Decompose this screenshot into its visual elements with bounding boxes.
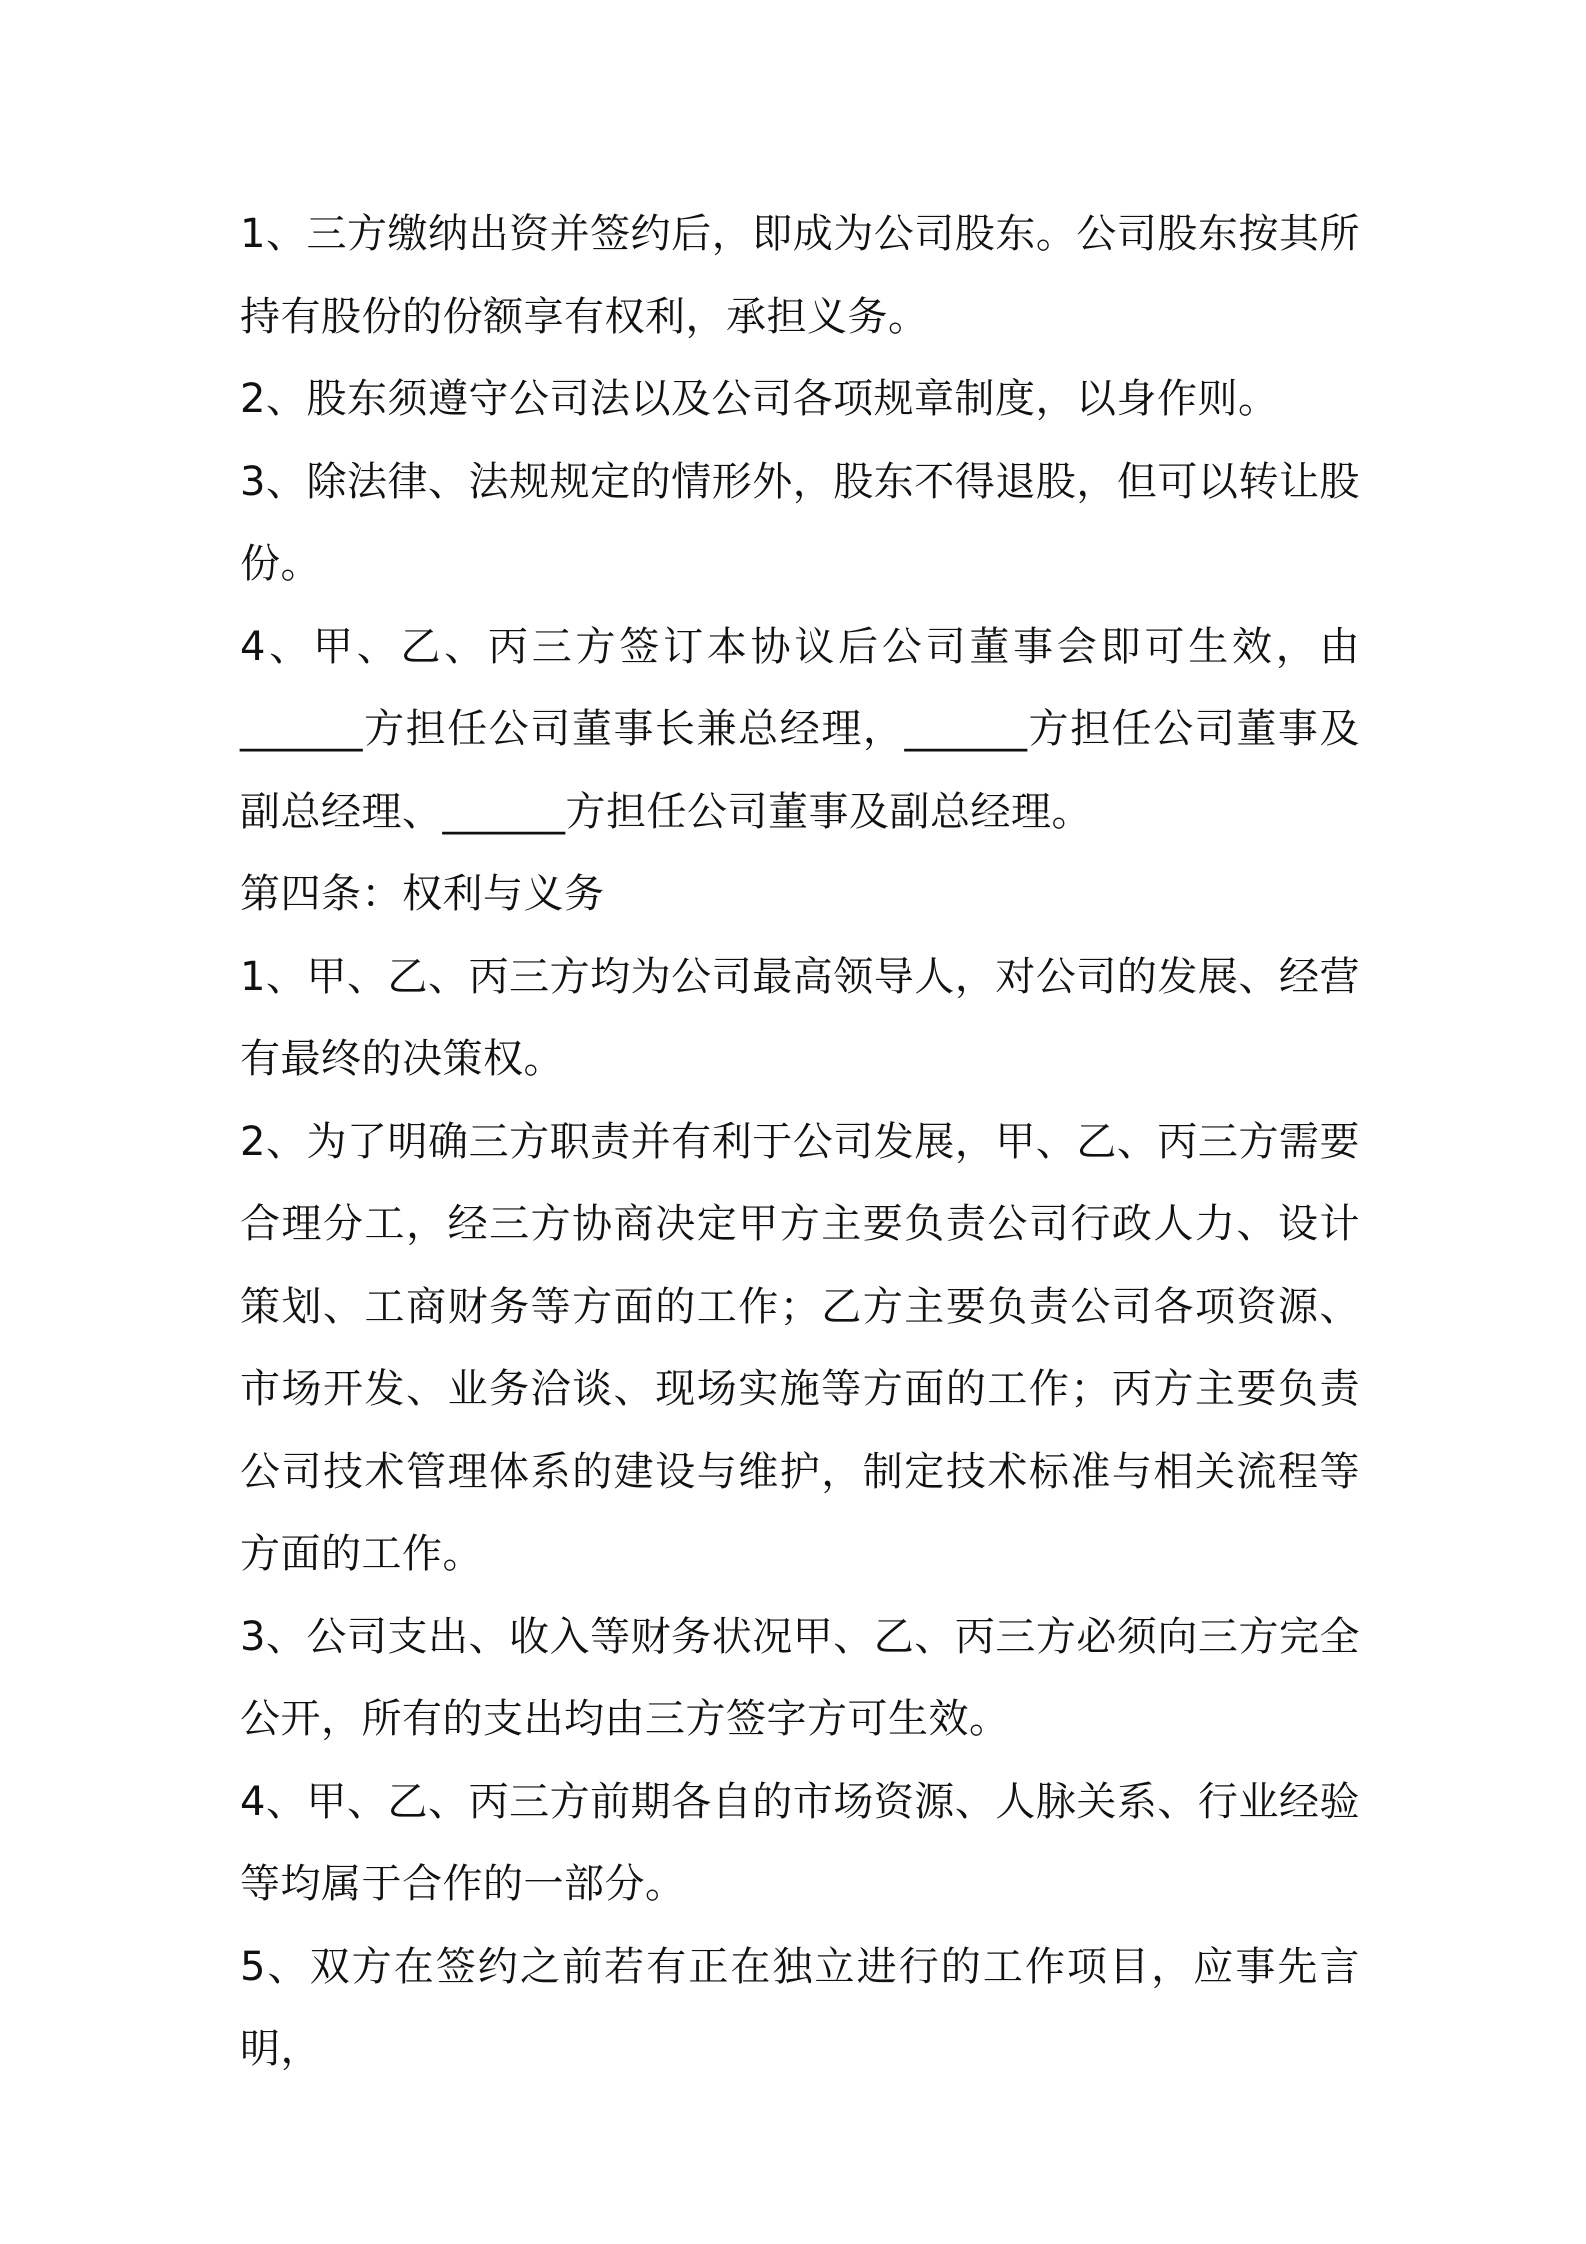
paragraph-board-appointment: 4、甲、乙、丙三方签订本协议后公司董事会即可生效，由______方担任公司董事长兼总经理，______方担任公司董事及副总经理、______方担任公司董事及副总经理。 bbox=[240, 623, 1360, 835]
paragraph-decision-authority: 1、甲、乙、丙三方均为公司最高领导人，对公司的发展、经营有最终的决策权。 bbox=[240, 953, 1360, 1082]
paragraph-division-of-duties: 2、为了明确三方职责并有利于公司发展，甲、乙、丙三方需要合理分工，经三方协商决定甲方主要负责公司行政人力、设计策划、工商财务等方面的工作；乙方主要负责公司各项资源、市场开发、业务洽谈、现场实施等方面的工作；丙方主要负责公司技术管理体系的建设与维护，制定技术标准与相关流程等方面的工作。 bbox=[240, 1118, 1360, 1577]
paragraph-prior-projects: 5、双方在签约之前若有正在独立进行的工作项目，应事先言明， bbox=[240, 1943, 1360, 2072]
paragraph-financial-transparency: 3、公司支出、收入等财务状况甲、乙、丙三方必须向三方完全公开，所有的支出均由三方签字方可生效。 bbox=[240, 1613, 1360, 1742]
paragraph-shareholder-compliance: 2、股东须遵守公司法以及公司各项规章制度，以身作则。 bbox=[240, 376, 1279, 422]
paragraph-resources-contribution: 4、甲、乙、丙三方前期各自的市场资源、人脉关系、行业经验等均属于合作的一部分。 bbox=[240, 1778, 1360, 1907]
paragraph-share-transfer: 3、除法律、法规规定的情形外，股东不得退股，但可以转让股份。 bbox=[240, 458, 1360, 587]
document-body bbox=[240, 193, 1360, 2091]
section-heading-rights-obligations: 第四条：权利与义务 bbox=[240, 871, 605, 917]
paragraph-shareholder-status: 1、三方缴纳出资并签约后，即成为公司股东。公司股东按其所持有股份的份额享有权利，承担义务。 bbox=[240, 211, 1360, 340]
